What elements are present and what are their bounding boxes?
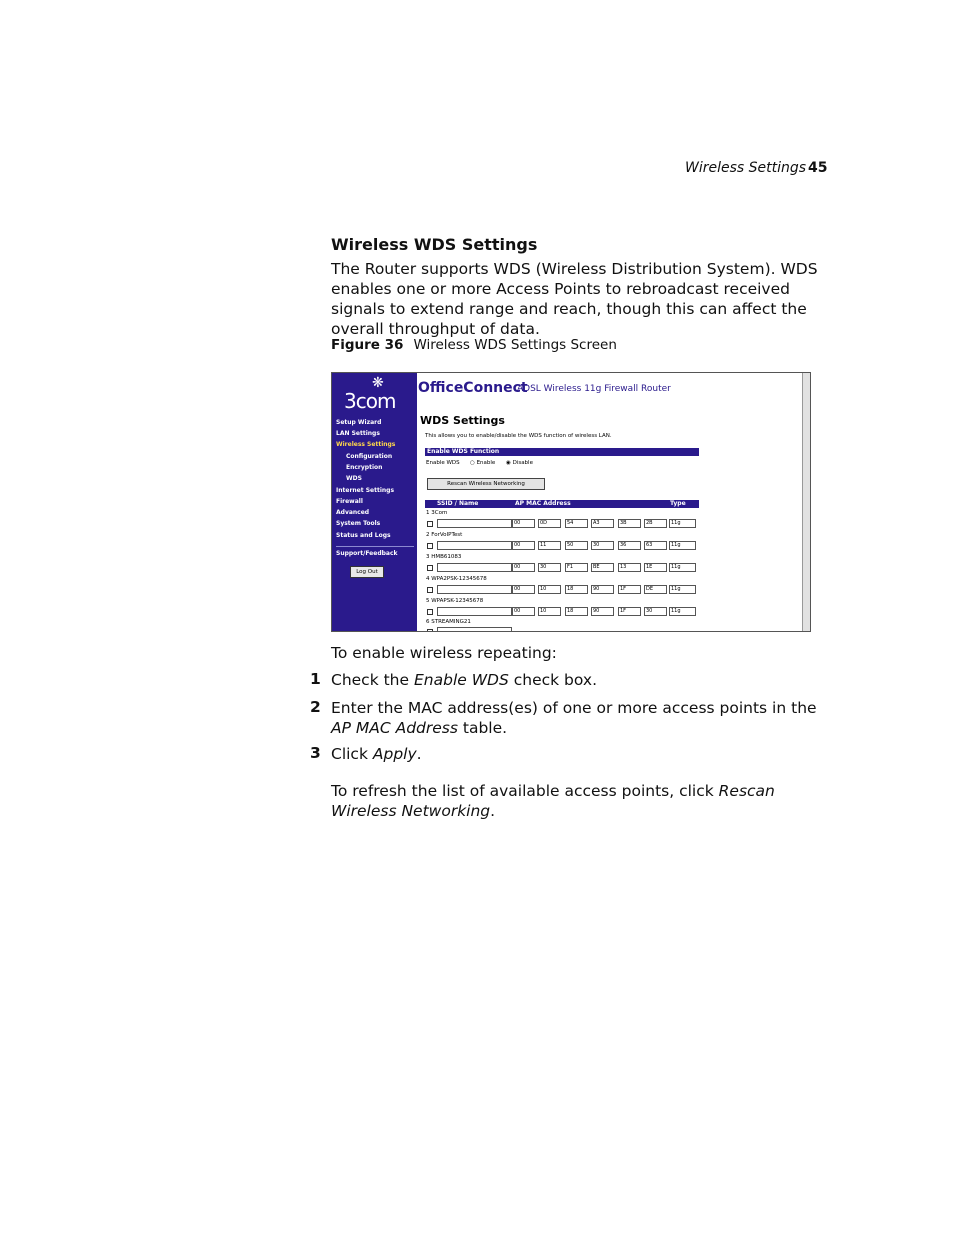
step-text-end: table. [457, 719, 508, 737]
mac-octet[interactable]: 1E [644, 563, 667, 572]
figure-caption [331, 337, 617, 353]
mac-octet[interactable]: 18 [565, 607, 588, 616]
mac-octet[interactable]: 00 [512, 607, 535, 616]
ap-table-header [425, 500, 699, 508]
mac-octet[interactable]: 1F [618, 607, 641, 616]
nav-configuration[interactable]: Configuration [346, 453, 393, 460]
figure-label: Figure 36 [331, 337, 404, 353]
enable-wds-header: Enable WDS Function [425, 448, 699, 456]
wds-content [417, 408, 802, 631]
mac-octet[interactable]: 10 [538, 607, 561, 616]
ap-row-checkbox[interactable] [427, 521, 433, 527]
mac-octet[interactable]: 90 [591, 607, 614, 616]
running-header-section: Wireless Settings [685, 160, 807, 176]
type-field[interactable]: 11g [669, 519, 696, 528]
ssid-input[interactable] [437, 541, 512, 550]
router-banner [417, 373, 802, 408]
mac-octet[interactable]: 2B [644, 519, 667, 528]
ssid-input[interactable] [437, 519, 512, 528]
mac-octet[interactable]: 00 [512, 541, 535, 550]
ap-row-checkbox[interactable] [427, 629, 433, 632]
nav-firewall[interactable]: Firewall [336, 498, 363, 505]
mac-octet[interactable]: 90 [591, 585, 614, 594]
type-field[interactable]: 11g [669, 563, 696, 572]
logo-swirl-icon: ❋ [372, 375, 384, 391]
col-mac: AP MAC Address [515, 500, 571, 507]
figure-caption-text: Wireless WDS Settings Screen [413, 337, 617, 353]
ap-row-label: 5 WPAPSK-12345678 [426, 598, 484, 604]
ssid-input[interactable] [437, 627, 512, 632]
figure-screenshot [331, 372, 811, 632]
col-type: Type [670, 500, 686, 507]
router-sidebar [332, 373, 417, 631]
ap-row-label: 2 ForVoIPTest [426, 532, 463, 538]
brand-subtitle: ADSL Wireless 11g Firewall Router [517, 384, 671, 394]
ap-row-checkbox[interactable] [427, 543, 433, 549]
enable-wds-label: Enable WDS [426, 460, 460, 466]
step-text-end: . [416, 745, 422, 763]
ssid-input[interactable] [437, 585, 512, 594]
lead-in: To enable wireless repeating: [331, 644, 557, 662]
ap-row-label: 6 STREAMING21 [426, 619, 471, 625]
mac-octet[interactable]: F1 [565, 563, 588, 572]
mac-octet[interactable]: A3 [591, 519, 614, 528]
col-ssid: SSID / Name [437, 500, 479, 507]
mac-octet[interactable]: 00 [512, 519, 535, 528]
nav-support-feedback[interactable]: Support/Feedback [336, 550, 398, 557]
step-number: 3 [310, 744, 321, 762]
mac-octet[interactable]: 3B [618, 519, 641, 528]
section-title: Wireless WDS Settings [331, 235, 538, 254]
intro-paragraph: The Router supports WDS (Wireless Distribution System). WDS enables one or more Access Points to rebroadcast received signals to extend range and reach, though this can affect the overall throughput of data. [331, 260, 818, 338]
ap-row-label: 4 WPA2PSK-12345678 [426, 576, 487, 582]
ap-row-checkbox[interactable] [427, 565, 433, 571]
ap-row-label: 1 3Com [426, 510, 448, 516]
mac-octet[interactable]: 30 [644, 607, 667, 616]
step-text-end: check box. [508, 671, 597, 689]
type-field[interactable]: 11g [669, 541, 696, 550]
mac-octet[interactable]: 11 [538, 541, 561, 550]
step-text-em: AP MAC Address [331, 719, 458, 737]
step-text [331, 670, 836, 690]
mac-octet[interactable]: 13 [618, 563, 641, 572]
step-text-start: Enter the MAC address(es) of one or more access points in the [331, 699, 817, 717]
router-logo: 3com [344, 389, 396, 413]
nav-wireless-settings[interactable]: Wireless Settings [336, 441, 396, 448]
step-text-em: Enable WDS [413, 671, 509, 689]
logout-button[interactable]: Log Out [350, 566, 384, 578]
wds-description: This allows you to enable/disable the WDS function of wireless LAN. [425, 433, 612, 439]
nav-setup-wizard[interactable]: Setup Wizard [336, 419, 382, 426]
page-number: 45 [808, 160, 828, 176]
nav-system-tools[interactable]: System Tools [336, 520, 381, 527]
radio-enable[interactable]: ○ Enable [470, 460, 496, 466]
nav-internet-settings[interactable]: Internet Settings [336, 487, 395, 494]
nav-status-logs[interactable]: Status and Logs [336, 532, 391, 539]
step-text [331, 698, 836, 738]
step-text-start: Click [331, 745, 373, 763]
closing-text-em: Rescan Wireless Networking [331, 782, 775, 820]
radio-disable[interactable]: ◉ Disable [506, 460, 533, 466]
mac-octet[interactable]: 50 [565, 541, 588, 550]
step-text-start: Check the [331, 671, 414, 689]
nav-advanced[interactable]: Advanced [336, 509, 370, 516]
mac-octet[interactable]: 30 [538, 563, 561, 572]
nav-lan-settings[interactable]: LAN Settings [336, 430, 380, 437]
mac-octet[interactable]: 18 [565, 585, 588, 594]
radio-enable-label: Enable [476, 460, 496, 466]
mac-octet[interactable]: 1F [618, 585, 641, 594]
closing-paragraph [331, 781, 836, 821]
rescan-button[interactable]: Rescan Wireless Networking [427, 478, 545, 490]
mac-octet[interactable]: DE [644, 585, 667, 594]
mac-octet[interactable]: 54 [565, 519, 588, 528]
mac-octet[interactable]: 36 [618, 541, 641, 550]
sidebar-divider [336, 546, 414, 547]
mac-octet[interactable]: 0D [538, 519, 561, 528]
mac-octet[interactable]: 63 [644, 541, 667, 550]
step-number: 2 [310, 698, 321, 716]
step-number: 1 [310, 670, 321, 688]
type-field[interactable]: 11g [669, 585, 696, 594]
mac-octet[interactable]: 30 [591, 541, 614, 550]
mac-octet[interactable]: BE [591, 563, 614, 572]
ssid-input[interactable] [437, 607, 512, 616]
closing-text-start: To refresh the list of available access points, click [331, 782, 719, 800]
radio-disable-label: Disable [512, 460, 533, 466]
nav-wds[interactable]: WDS [346, 475, 362, 482]
mac-octet[interactable]: 10 [538, 585, 561, 594]
closing-text-end: . [490, 802, 496, 820]
ap-row-checkbox[interactable] [427, 609, 433, 615]
nav-encryption[interactable]: Encryption [346, 464, 383, 471]
mac-octet[interactable]: 00 [512, 563, 535, 572]
ssid-input[interactable] [437, 563, 512, 572]
type-field[interactable]: 11g [669, 607, 696, 616]
vertical-scrollbar[interactable] [802, 373, 811, 631]
step-text [331, 744, 836, 764]
mac-octet[interactable]: 00 [512, 585, 535, 594]
step-text-em: Apply [372, 745, 417, 763]
ap-row-checkbox[interactable] [427, 587, 433, 593]
wds-title: WDS Settings [420, 414, 505, 427]
brand-name: OfficeConnect [418, 380, 528, 396]
ap-row-label: 3 HMB61083 [426, 554, 462, 560]
